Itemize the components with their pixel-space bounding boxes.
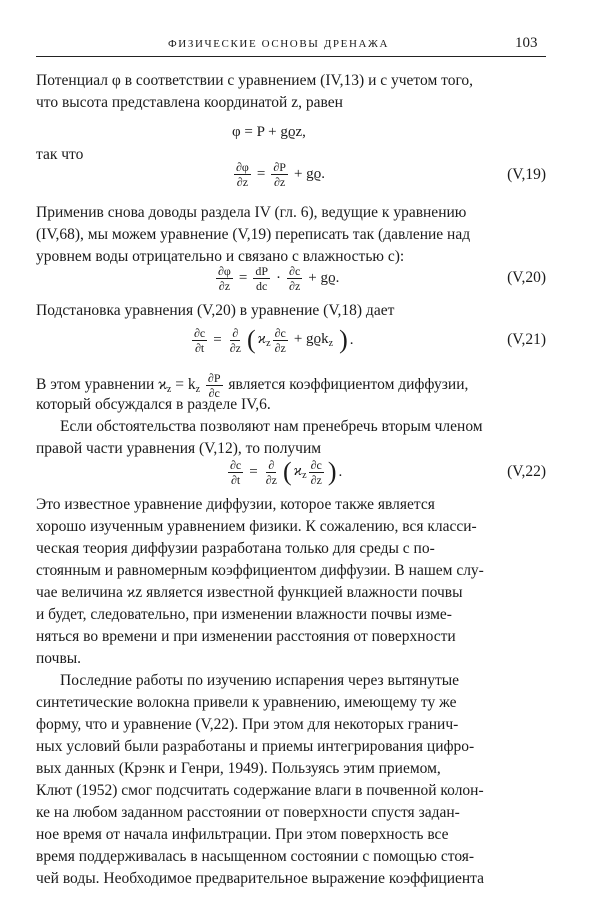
running-title: ФИЗИЧЕСКИЕ ОСНОВЫ ДРЕНАЖА bbox=[168, 38, 390, 50]
text-line-inline-formula: В этом уравнении $ϰ_z = k_z$ $\frac{\partial P}{\partial c}$ является коэффициентом диффузии, bbox=[36, 370, 469, 400]
text-line: и будет, следовательно, при изменении влажности почвы изме- bbox=[36, 606, 452, 623]
equation-v20: $\frac{\partial\varphi}{\partial z}$ = $\frac{dP}{dc}$ · $\frac{\partial c}{\partial z}$ + gϱ. bbox=[218, 263, 340, 293]
equation-number: (V,22) bbox=[507, 463, 546, 480]
equation-v21: $\frac{\partial c}{\partial t}$ = $\frac{\partial}{\partial z}$ ( $ϰ_z$ $\frac{\partial c}{\partial z}$ + gϱk$_z$ ) . bbox=[194, 325, 354, 355]
text-line: почвы. bbox=[36, 650, 82, 667]
text-line: Клют (1952) смог подсчитать содержание влаги в почвенной колон- bbox=[36, 782, 484, 799]
equation-text: φ = P + gϱz, bbox=[232, 123, 306, 140]
text-line: ных условий были разработаны и приемы интегрирования цифро- bbox=[36, 738, 475, 755]
text-line: правой части уравнения (V,12), то получим bbox=[36, 440, 322, 457]
fraction: $\frac{\partial c}{\partial z}$ bbox=[274, 325, 286, 355]
header-rule bbox=[36, 56, 546, 57]
fraction: $\frac{\partial c}{\partial z}$ bbox=[289, 263, 301, 293]
equation-number: (V,19) bbox=[507, 166, 546, 183]
text-line: стоянным и равномерным коэффициентом диффузии. В нашем слу- bbox=[36, 562, 484, 579]
text-line: чей воды. Необходимое предварительное выражение коэффициента bbox=[36, 870, 485, 887]
text-line: Подстановка уравнения (V,20) в уравнение (V,18) дает bbox=[36, 302, 395, 319]
text-line: уровнем воды отрицательно и связано с влажностью c): bbox=[36, 248, 405, 265]
page-header bbox=[0, 0, 592, 60]
text-line: (IV,68), мы можем уравнение (V,19) переписать так (давление над bbox=[36, 226, 471, 243]
text-line: время поддерживалась в насыщенном состоянии с помощью стоя- bbox=[36, 848, 475, 865]
text-line: ке на любом заданном расстоянии от поверхности спустя задан- bbox=[36, 804, 460, 821]
page-number: 103 bbox=[515, 35, 538, 51]
fraction: $\frac{\partial c}{\partial t}$ bbox=[230, 457, 242, 487]
fraction: $\frac{\partial}{\partial z}$ bbox=[265, 457, 277, 487]
fraction: $\frac{\partial P}{\partial z}$ bbox=[273, 159, 286, 189]
text-line: так что bbox=[36, 146, 84, 163]
fraction: $\frac{\partial c}{\partial z}$ bbox=[310, 457, 322, 487]
fraction: $\frac{\partial c}{\partial t}$ bbox=[194, 325, 206, 355]
fraction: $\frac{\partial P}{\partial c}$ bbox=[207, 370, 221, 400]
text-line: вых данных (Крэнк и Генри, 1949). Пользуясь этим приемом, bbox=[36, 760, 441, 777]
text-line: Применив снова доводы раздела IV (гл. 6), ведущие к уравнению bbox=[36, 204, 467, 221]
fraction: $\frac{\partial}{\partial z}$ bbox=[229, 325, 241, 355]
text-line: ное время от начала инфильтрации. При этом поверхность все bbox=[36, 826, 449, 843]
fraction: $\frac{\partial\varphi}{\partial z}$ bbox=[236, 159, 249, 189]
text-line: Потенциал φ в соответствии с уравнением (IV,13) и с учетом того, bbox=[36, 72, 474, 89]
text-line: форму, что и уравнение (V,22). При этом для некоторых гранич- bbox=[36, 716, 459, 733]
text-line: который обсуждался в разделе IV,6. bbox=[36, 396, 271, 413]
equation-number: (V,21) bbox=[507, 331, 546, 348]
text-line: няться во времени и при изменении расстояния от поверхности bbox=[36, 628, 456, 645]
fraction: $\frac{dP}{dc}$ bbox=[255, 263, 269, 293]
text-line: что высота представлена координатой z, равен bbox=[36, 94, 343, 111]
text-line: Это известное уравнение диффузии, которое также является bbox=[36, 496, 435, 513]
equation-v19: $\frac{\partial\varphi}{\partial z}$ = $\frac{\partial P}{\partial z}$ + gϱ. bbox=[236, 159, 326, 189]
text-line: чае величина ϰz является известной функцией влажности почвы bbox=[36, 584, 463, 601]
fraction: $\frac{\partial\varphi}{\partial z}$ bbox=[218, 263, 231, 293]
text-line: ческая теория диффузии разработана только для среды с по- bbox=[36, 540, 435, 557]
text-line: Последние работы по изучению испарения через вытянутые bbox=[60, 672, 460, 689]
text-line: хорошо изученным уравнением физики. К сожалению, вся класси- bbox=[36, 518, 477, 535]
equation-v22: $\frac{\partial c}{\partial t}$ = $\frac{\partial}{\partial z}$ ( $ϰ_z$ $\frac{\partial c}{\partial z}$ ) . bbox=[230, 457, 343, 487]
text-line: Если обстоятельства позволяют нам пренебречь вторым членом bbox=[60, 418, 483, 435]
text-line: синтетические волокна привели к уравнению, имеющему ту же bbox=[36, 694, 457, 711]
equation-number: (V,20) bbox=[507, 269, 546, 286]
